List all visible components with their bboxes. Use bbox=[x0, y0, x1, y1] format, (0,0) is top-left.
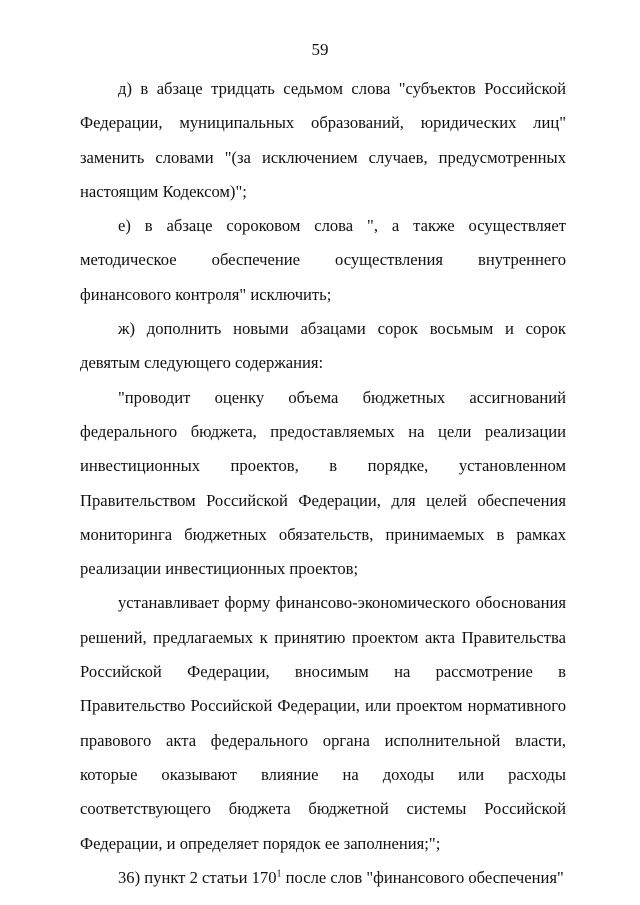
paragraph-item-zh: ж) дополнить новыми абзацами сорок восьмым и сорок девятым следующего содержания: bbox=[80, 319, 566, 373]
quoted-paragraph-2: устанавливает форму финансово-экономического обоснования решений, предлагаемых к принятию проектом акта Правительства Российской Федерации, вносимым на рассмотрение в Правительство Российской Федерации, или проектом нормативного правового акта федерального органа исполнительной власти, которые оказывают влияние на доходы или расходы соответствующего бюджета бюджетной системы Российской Федерации, и определяет порядок ее заполнения;"; bbox=[80, 593, 566, 853]
item-36-text-end: после слов "финансового обеспечения" bbox=[281, 867, 564, 887]
paragraph-item-d: д) в абзаце тридцать седьмом слова "субъектов Российской Федерации, муниципальных образований, юридических лиц" заменить словами "(за исключением случаев, предусмотренных настоящим Кодексом)"; bbox=[80, 79, 566, 201]
article-superscript: 1 bbox=[276, 868, 282, 880]
paragraph-item-e: е) в абзаце сороковом слова ", а также осуществляет методическое обеспечение осуществления внутреннего финансового контроля" исключить; bbox=[80, 216, 566, 304]
document-body bbox=[80, 72, 566, 895]
item-36-text-start: 36) пункт 2 статьи 170 bbox=[118, 867, 277, 887]
paragraph-item-36 bbox=[80, 861, 566, 895]
quoted-paragraph-1: "проводит оценку объема бюджетных ассигнований федерального бюджета, предоставляемых на цели реализации инвестиционных проектов, в порядке, установленном Правительством Российской Федерации, для целей обеспечения мониторинга бюджетных обязательств, принимаемых в рамках реализации инвестиционных проектов; bbox=[80, 387, 566, 579]
page-number: 59 bbox=[311, 40, 329, 59]
